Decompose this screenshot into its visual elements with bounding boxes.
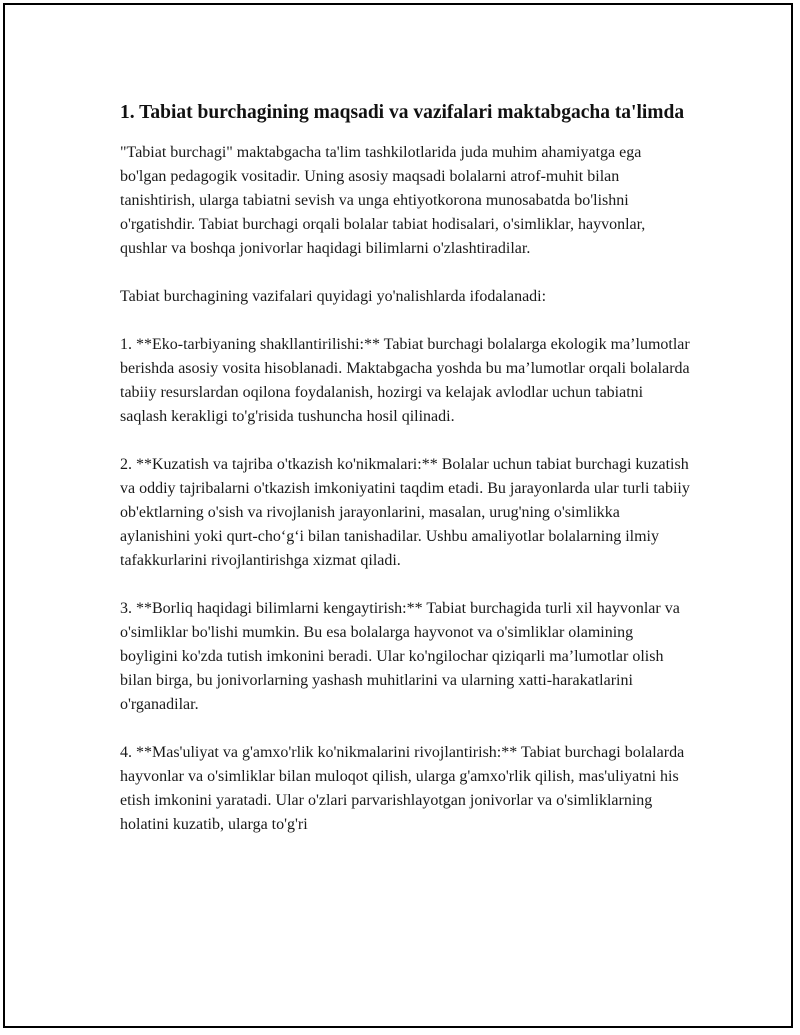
intro-paragraph: "Tabiat burchagi" maktabgacha ta'lim tashkilotlarida juda muhim ahamiyatga ega bo'lgan pedagogik vositadir. Uning asosiy maqsadi bolalarni atrof-muhit bilan tanishtirish, ularga tabiatni sevish va unga ehtiyotkorona munosabatda bo'lishni o'rgatishdir. Tabiat burchagi orqali bolalar tabiat hodisalari, o'simliklar, hayvonlar, qushlar va boshqa jonivorlar haqidagi bilimlarni o'zlashtiradilar.: [120, 144, 646, 257]
tasks-intro-paragraph: Tabiat burchagining vazifalari quyidagi yo'nalishlarda ifodalanadi:: [120, 288, 547, 305]
document-title: 1. Tabiat burchagining maqsadi va vazifalari maktabgacha ta'limda: [120, 102, 685, 123]
list-item-responsibility-care: 4. **Mas'uliyat va g'amxo'rlik ko'nikmalarini rivojlantirish:** Tabiat burchagi bolalarda hayvonlar va o'simliklar bilan muloqot qilish, ularga g'amxo'rlik qilish, mas'uliyatni his etish imkonini yaratadi. Ular o'zlari parvarishlayotgan jonivorlar va o'simliklarning holatini kuzatib, ularga to'g'ri: [120, 744, 685, 833]
document-body: [120, 99, 690, 861]
page-frame: [3, 3, 793, 1028]
list-item-eco-education: 1. **Eko-tarbiyaning shakllantirilishi:** Tabiat burchagi bolalarga ekologik ma’lumotlar berishda asosiy vosita hisoblanadi. Maktabgacha yoshda bu ma’lumotlar orqali bolalarda tabiiy resurslardan oqilona foydalanish, hozirgi va kelajak avlodlar uchun tabiatni saqlash kerakligi to'g'risida tushuncha hosil qilinadi.: [120, 336, 690, 425]
list-item-knowledge-expansion: 3. **Borliq haqidagi bilimlarni kengaytirish:** Tabiat burchagida turli xil hayvonlar va o'simliklar bo'lishi mumkin. Bu esa bolalarga hayvonot va o'simliklar olamining boyligini ko'zda tutish imkonini beradi. Ular ko'ngilochar qiziqarli ma’lumotlar olish bilan birga, bu jonivorlarning yashash muhitlarini va ularning xatti-harakatlarini o'rganadilar.: [120, 600, 680, 713]
list-item-observation-skills: 2. **Kuzatish va tajriba o'tkazish ko'nikmalari:** Bolalar uchun tabiat burchagi kuzatish va oddiy tajribalarni o'tkazish imkoniyatini taqdim etadi. Bu jarayonlarda ular turli tabiiy ob'ektlarning o'sish va rivojlanish jarayonlarini, masalan, urug'ning o'simlikka aylanishini yoki qurt-cho‘g‘i bilan tanishadilar. Ushbu amaliyotlar bolalarning ilmiy tafakkurlarini rivojlantirishga xizmat qiladi.: [120, 456, 690, 569]
